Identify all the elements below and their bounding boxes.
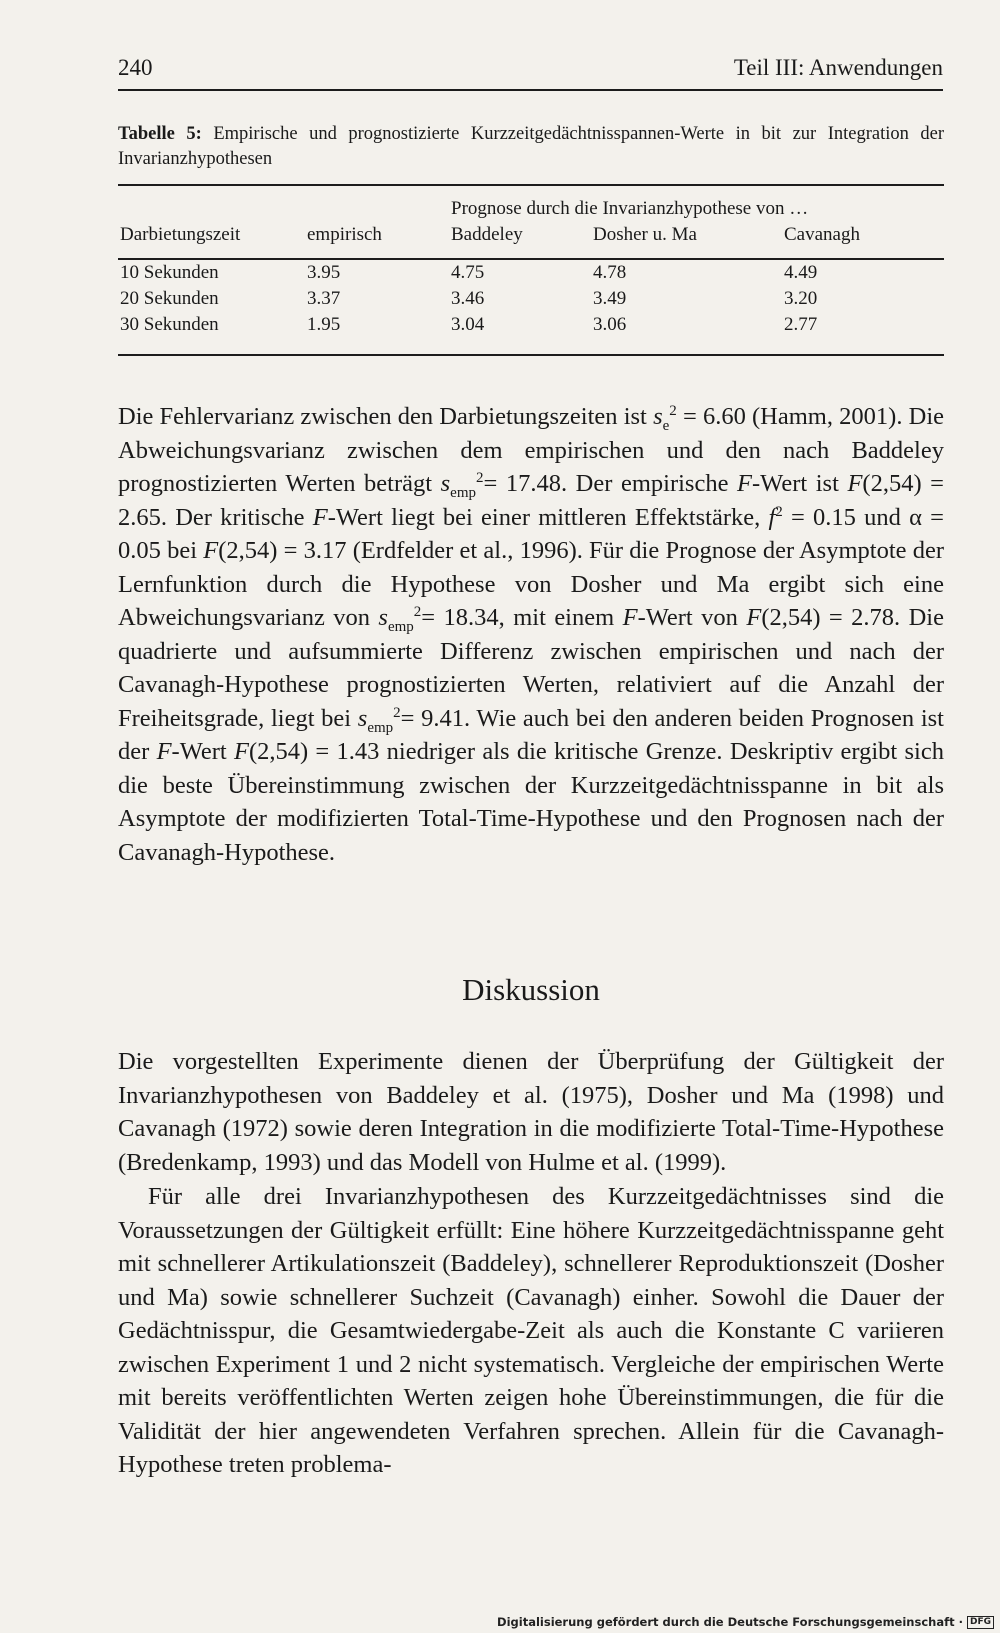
symbol-f: F (847, 470, 863, 497)
table-cell: 4.49 (784, 262, 818, 283)
table-cell: 3.46 (451, 288, 485, 309)
table-cell: 3.49 (593, 288, 627, 309)
column-header-dosher: Dosher u. Ma (593, 224, 697, 245)
caption-text: Empirische und prognostizierte Kurzzeitgedächtnisspannen-Werte in bit zur Integration der Invarianzhypothesen (118, 124, 945, 169)
header-rule (118, 89, 943, 91)
symbol-s: s (378, 604, 388, 631)
dfg-logo: DFG (967, 1616, 994, 1629)
text-run: -Wert ist (752, 470, 848, 497)
superscript-2: 2 (475, 469, 484, 486)
caption-label: Tabelle 5: (118, 124, 202, 144)
symbol-s: s (440, 470, 451, 497)
column-header-cavanagh: Cavanagh (784, 224, 860, 245)
table-cell: 20 Sekunden (120, 288, 219, 309)
table-row (0, 314, 1000, 340)
paragraph-discussion-intro: Die vorgestellten Experimente dienen der Überprüfung der Gültigkeit der Invarianzhypothesen von Baddeley et al. (1975), Dosher und Ma (1998) und Cavanagh (1972) sowie deren Integration in die modifizierte Total-Time-Hypothese (Bredenkamp, 1993) und das Modell von Hulme et al. (1999). (118, 1048, 944, 1176)
table-top-rule (118, 184, 944, 186)
text-run: Die Fehlervarianz zwischen den Darbietungszeiten ist (118, 403, 654, 430)
superscript-2: 2 (669, 402, 677, 419)
footer-text: Digitalisierung gefördert durch die Deutsche Forschungsgemeinschaft · (497, 1615, 963, 1629)
text-run: = 6.60 (Hamm, 2001). Die Abweichungsvarianz zwischen dem empirischen und den nach Baddeley prognostizierten Werten beträgt (118, 403, 944, 497)
symbol-f: F (737, 470, 752, 497)
column-header-baddeley: Baddeley (451, 224, 523, 245)
symbol-f: F (233, 738, 249, 765)
table-cell: 10 Sekunden (120, 262, 219, 283)
table-cell: 1.95 (307, 314, 341, 335)
running-header (118, 55, 943, 87)
text-run: (2,54) = 3.17 (Erdfelder et al., 1996). Für die Prognose der Asymptote der Lernfunktion durch die Hypothese von Dosher und Ma ergibt sich eine Abweichungsvarianz von (118, 537, 944, 631)
text-run: -Wert liegt bei einer mittleren Effektstärke, (327, 503, 769, 531)
table-row (0, 262, 1000, 288)
section-heading: Diskussion (462, 972, 600, 1007)
text-run: = 9.41. Wie auch bei den anderen beiden Prognosen ist der (118, 704, 944, 765)
table-cell: 30 Sekunden (120, 314, 219, 335)
table-cell: 3.04 (451, 314, 485, 335)
table-header-rule (118, 258, 944, 260)
table-cell: 2.77 (784, 314, 818, 335)
superscript-2: 2 (393, 704, 401, 721)
subscript-emp: emp (387, 618, 414, 635)
table-bottom-rule (118, 354, 944, 356)
table-cell: 3.06 (593, 314, 627, 335)
text-run: = 18.34, mit einem (421, 604, 623, 631)
page-number: 240 (118, 55, 153, 80)
symbol-f: F (746, 604, 762, 631)
table-cell: 3.37 (307, 288, 341, 309)
table-super-header: Prognose durch die Invarianzhypothese von … (451, 198, 809, 219)
table-cell: 4.78 (593, 262, 627, 283)
symbol-f-small: f (768, 503, 776, 531)
text-run: -Wert von (637, 604, 747, 631)
column-header-empirisch: empirisch (307, 224, 382, 245)
text-run: (2,54) = 2.78. Die quadrierte und aufsummierte Differenz zwischen empirischen und nach der Cavanagh-Hypothese prognostizierten Werten, relativiert auf die Anzahl der Freiheitsgrade, liegt bei (118, 604, 944, 732)
symbol-s: s (653, 403, 663, 430)
table-cell: 3.95 (307, 262, 341, 283)
table-cell: 4.75 (451, 262, 485, 283)
symbol-f: F (203, 537, 219, 564)
digitization-footer (497, 1615, 994, 1629)
superscript-2: 2 (775, 503, 783, 520)
symbol-f: F (312, 503, 328, 531)
text-run: = 0.15 und α = 0.05 bei (118, 503, 944, 564)
subscript-emp: emp (367, 719, 394, 736)
subscript-emp: emp (450, 484, 476, 501)
table-caption (118, 122, 944, 172)
superscript-2: 2 (413, 603, 422, 620)
column-header-darbietungszeit: Darbietungszeit (120, 224, 241, 245)
symbol-f: F (622, 604, 638, 631)
paragraph-results (118, 400, 944, 869)
table-row (0, 288, 1000, 314)
symbol-f: F (156, 738, 172, 765)
text-run: = 17.48. Der empirische (483, 470, 738, 497)
paragraph-discussion-body: Für alle drei Invarianzhypothesen des Kurzzeitgedächtnisses sind die Voraussetzungen der Gültigkeit erfüllt: Eine höhere Kurzzeitgedächtnisspanne geht mit schnellerer Artikulationszeit (Baddeley), schnellerer Reproduktionszeit (Dosher und Ma) sowie schnellerer Suchzeit (Cavanagh) einher. Sowohl die Dauer der Gedächtnisspur, die Gesamtwiedergabe-Zeit als auch die Konstante C variieren zwischen Experiment 1 und 2 nicht systematisch. Vergleiche der empirischen Werte mit bereits veröffentlichten Werten zeigen hohe Übereinstimmungen, die für die Validität der hier angewendeten Verfahren sprechen. Allein für die Cavanagh-Hypothese treten problema- (118, 1183, 944, 1478)
symbol-s: s (357, 704, 368, 732)
section-title: Teil III: Anwendungen (733, 55, 943, 80)
text-run: (2,54) = 2.65. Der kritische (118, 470, 944, 531)
subscript-e: e (662, 417, 670, 434)
text-run: (2,54) = 1.43 niedriger als die kritische Grenze. Deskriptiv ergibt sich die beste Übereinstimmung zwischen der Kurzzeitgedächtnisspanne in bit als Asymptote der modifizierten Total-Time-Hypothese und den Prognosen nach der Cavanagh-Hypothese. (118, 738, 944, 866)
text-run: -Wert (171, 738, 234, 765)
table-cell: 3.20 (784, 288, 818, 309)
